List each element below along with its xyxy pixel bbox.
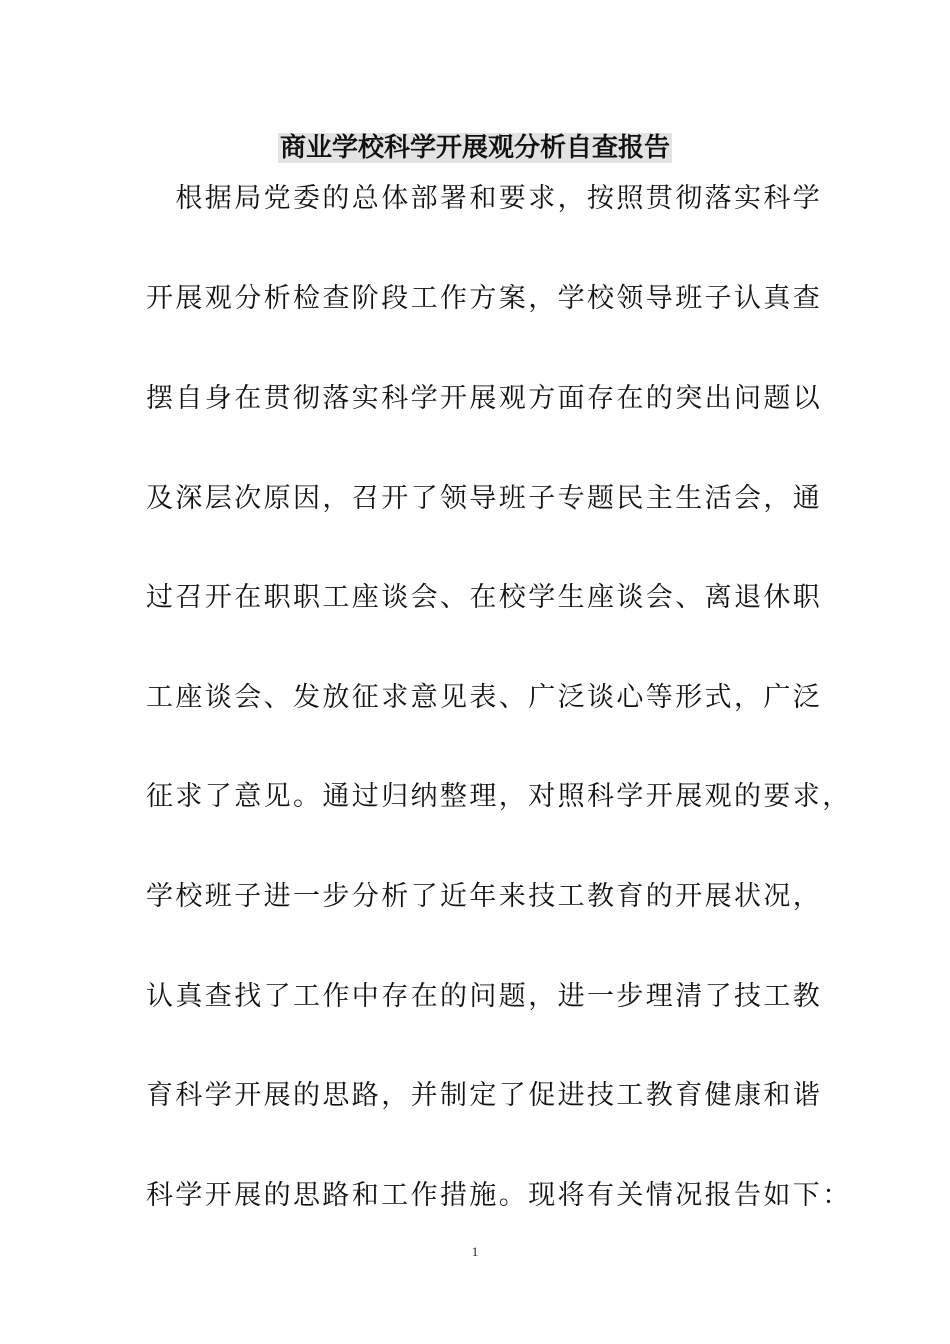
body-line-7: 征求了意见。通过归纳整理，对照科学开展观的要求， — [146, 781, 852, 812]
body-line-1: 根据局党委的总体部署和要求，按照贯彻落实科学 — [146, 183, 823, 214]
body-line-4: 及深层次原因，召开了领导班子专题民主生活会，通 — [146, 483, 823, 514]
document-title — [0, 126, 950, 170]
body-line-8: 学校班子进一步分析了近年来技工教育的开展状况， — [146, 881, 823, 912]
page-number: 1 — [471, 1244, 479, 1259]
body-line-11: 科学开展的思路和工作措施。现将有关情况报告如下： — [146, 1180, 852, 1211]
body-line-2: 开展观分析检查阶段工作方案，学校领导班子认真查 — [146, 283, 823, 314]
body-line-3: 摆自身在贯彻落实科学开展观方面存在的突出问题以 — [146, 383, 823, 414]
body-line-5: 过召开在职职工座谈会、在校学生座谈会、离退休职 — [146, 582, 823, 613]
body-line-9: 认真查找了工作中存在的问题，进一步理清了技工教 — [146, 981, 823, 1012]
body-line-10: 育科学开展的思路，并制定了促进技工教育健康和谐 — [146, 1080, 823, 1111]
body-line-6: 工座谈会、发放征求意见表、广泛谈心等形式，广泛 — [146, 682, 823, 713]
document-title-text: 商业学校科学开展观分析自查报告 — [279, 133, 670, 163]
